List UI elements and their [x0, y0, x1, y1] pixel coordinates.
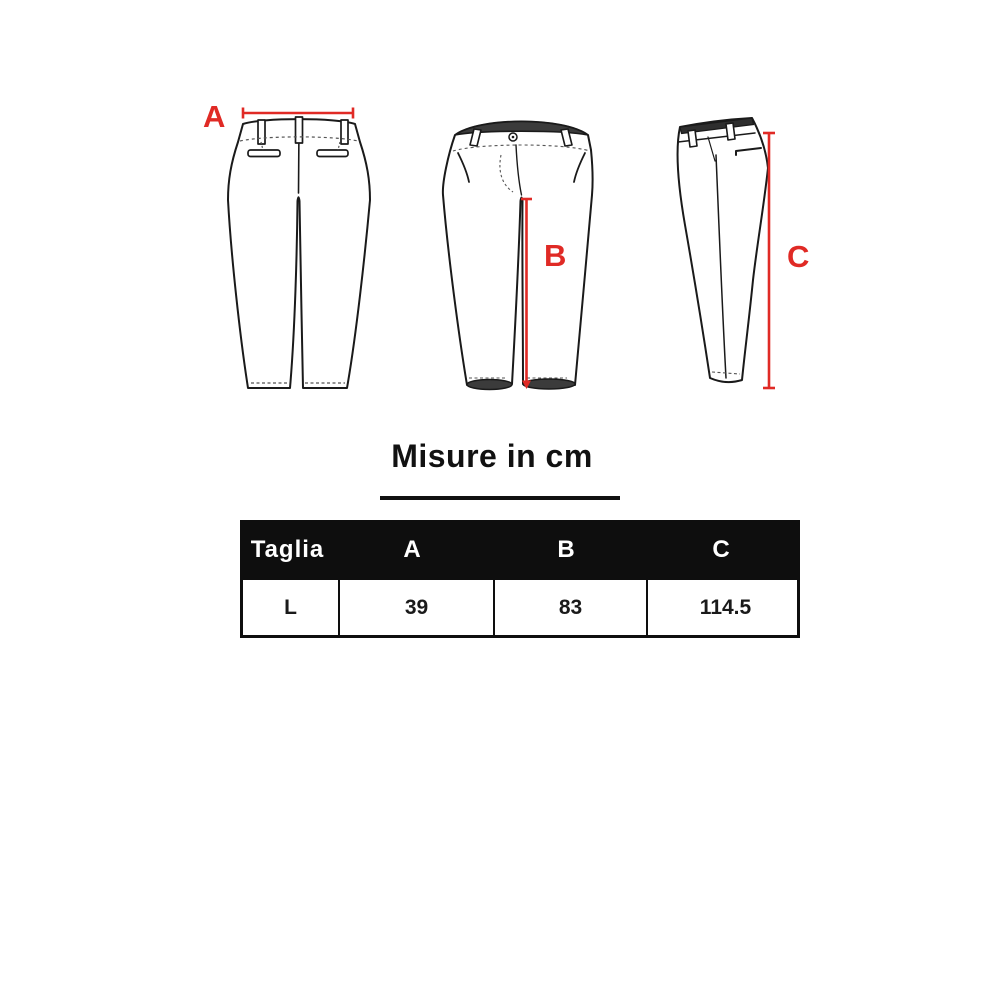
cell-taglia: L	[284, 595, 297, 619]
header-c: C	[712, 536, 731, 563]
page-title: Misure in cm	[391, 438, 593, 474]
back-pocket-right	[317, 150, 348, 157]
size-table	[240, 520, 800, 638]
size-table-row	[240, 580, 800, 638]
front-hem-left	[467, 380, 512, 390]
measure-label-c: C	[787, 239, 810, 274]
cell-b: 83	[493, 580, 646, 635]
back-belt-loop-right	[341, 120, 348, 144]
back-belt-loop-center	[296, 117, 303, 143]
size-table-header	[240, 520, 800, 580]
front-silhouette	[443, 122, 593, 386]
header-a: A	[403, 536, 422, 563]
side-belt-loop-right	[726, 123, 735, 140]
header-taglia: Taglia	[250, 536, 325, 563]
cell-c: 114.5	[646, 580, 803, 635]
pants-back-view-drawing	[195, 95, 375, 405]
measure-label-a: A	[203, 99, 226, 134]
cell-a: 39	[338, 580, 493, 635]
measure-label-b: B	[544, 238, 567, 273]
side-silhouette	[678, 118, 768, 382]
pants-front-view-drawing	[435, 95, 600, 405]
header-b: B	[557, 536, 576, 563]
side-belt-loop-left	[688, 130, 697, 147]
back-pocket-left	[248, 150, 280, 157]
front-button-dot	[512, 136, 515, 139]
title-underline	[380, 496, 620, 500]
back-belt-loop-left	[258, 120, 265, 144]
